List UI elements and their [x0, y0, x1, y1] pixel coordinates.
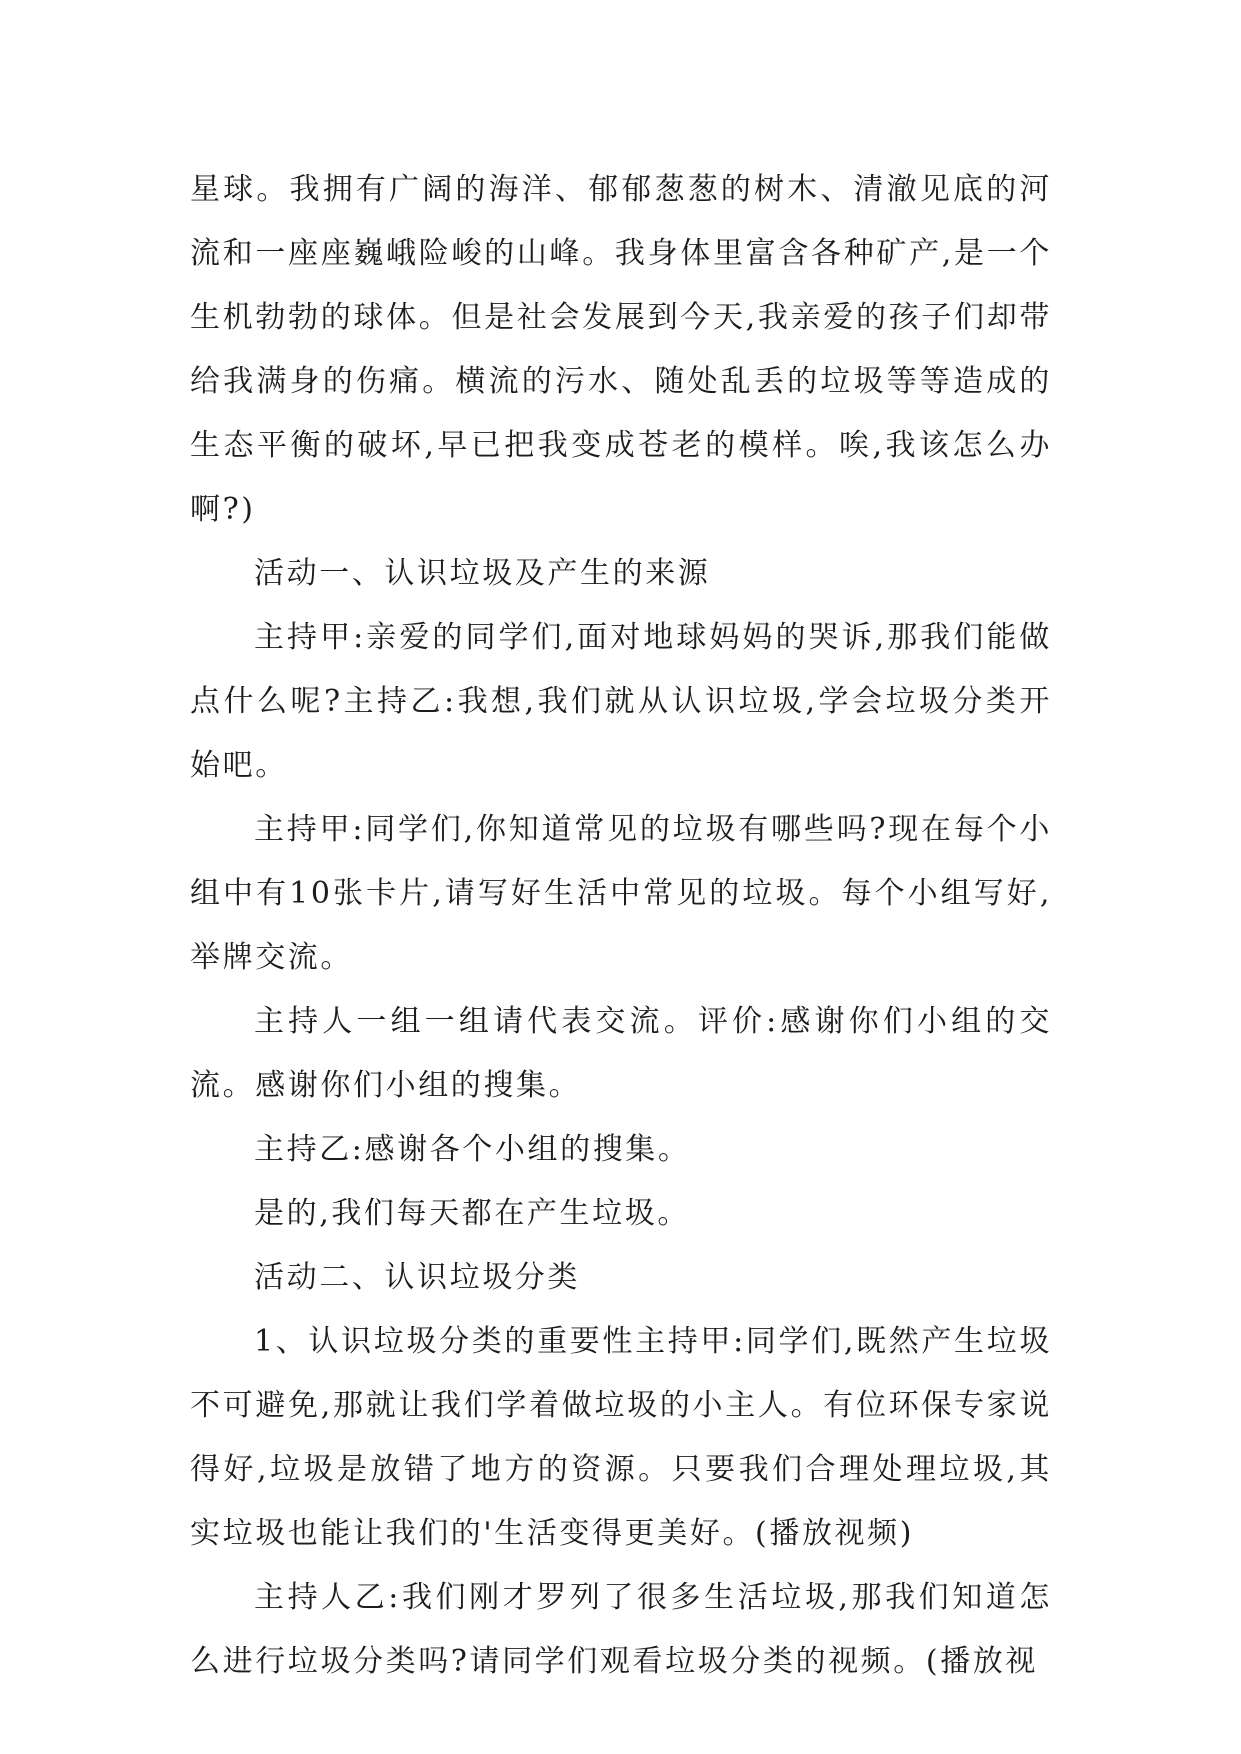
paragraph: 是的,我们每天都在产生垃圾。 [254, 1196, 690, 1231]
paragraph: 主持甲:同学们,你知道常见的垃圾有哪些吗?现在每个小组中有10张卡片,请写好生活中常见的垃圾。每个小组写好,举牌交流。 [190, 812, 1052, 975]
paragraph: 主持甲:亲爱的同学们,面对地球妈妈的哭诉,那我们能做点什么呢?主持乙:我想,我们就从认识垃圾,学会垃圾分类开始吧。 [190, 620, 1052, 783]
paragraph: 主持乙:感谢各个小组的搜集。 [254, 1132, 691, 1167]
paragraph: 星球。我拥有广阔的海洋、郁郁葱葱的树木、清澈见底的河流和一座座巍峨险峻的山峰。我身体里富含各种矿产,是一个生机勃勃的球体。但是社会发展到今天,我亲爱的孩子们却带给我满身的伤痛。横流的污水、随处乱丢的垃圾等等造成的生态平衡的破坏,早已把我变成苍老的模样。唉,我该怎么办啊?) [190, 172, 1052, 527]
paragraph: 1、认识垃圾分类的重要性主持甲:同学们,既然产生垃圾不可避免,那就让我们学着做垃圾的小主人。有位环保专家说得好,垃圾是放错了地方的资源。只要我们合理处理垃圾,其实垃圾也能让我们的'生活变得更美好。(播放视频) [190, 1324, 1052, 1551]
document-body [190, 158, 1052, 1694]
paragraph: 主持人一组一组请代表交流。评价:感谢你们小组的交流。感谢你们小组的搜集。 [190, 1004, 1052, 1103]
paragraph: 主持人乙:我们刚才罗列了很多生活垃圾,那我们知道怎么进行垃圾分类吗?请同学们观看垃圾分类的视频。(播放视 [190, 1580, 1052, 1679]
section-heading: 活动一、认识垃圾及产生的来源 [254, 556, 711, 591]
section-heading: 活动二、认识垃圾分类 [254, 1260, 580, 1295]
